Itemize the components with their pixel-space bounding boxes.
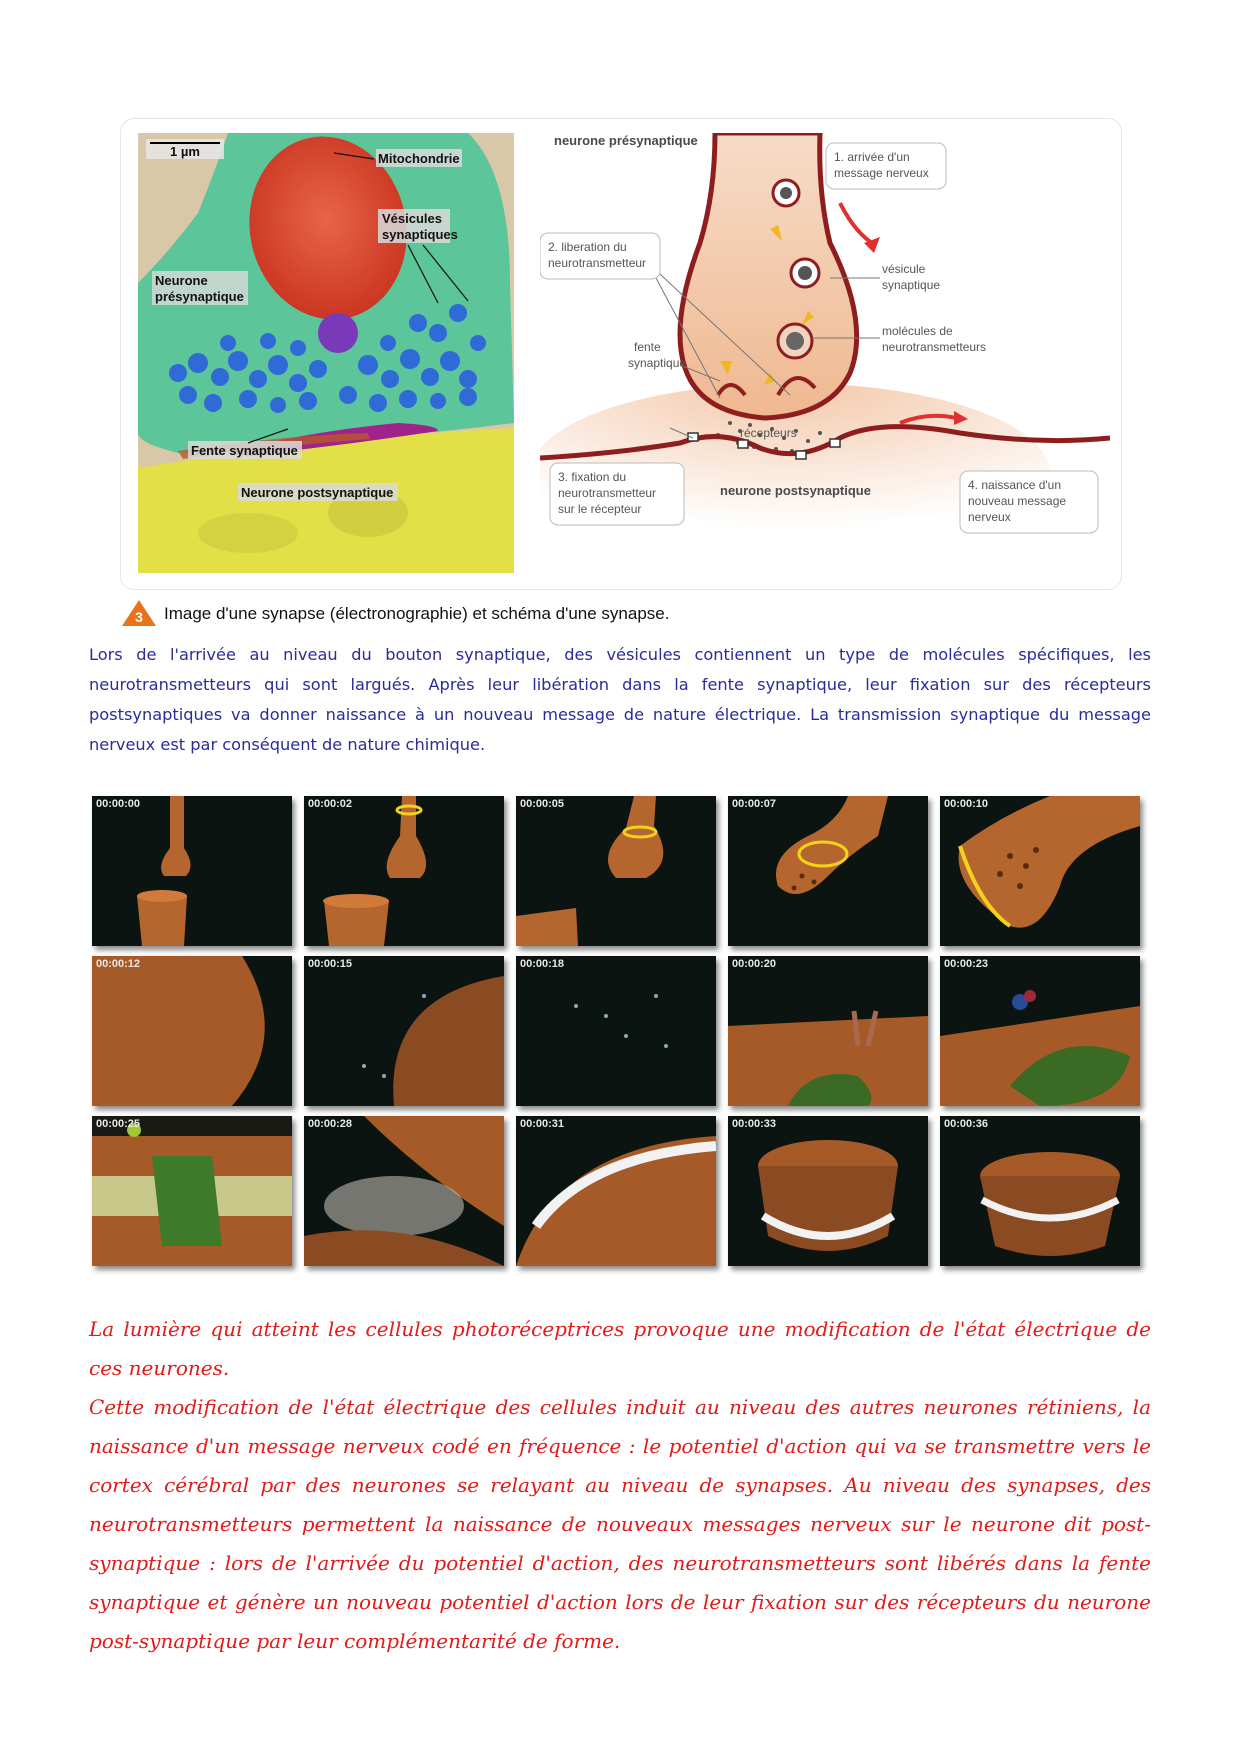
video-frame [516,956,716,1106]
timecode: 00:00:28 [308,1118,353,1130]
video-frame [304,956,504,1106]
video-frame [728,796,928,946]
timecode: 00:00:20 [732,958,777,970]
schema-step4-2: nouveau message [968,494,1067,508]
handwritten-paragraph-2: Cette modification de l'état électrique des cellules induit au niveau des autres neurones rétiniens, la naissance d'un message nerveux codé en fréquence : le potentiel d'action qui va se transmettre vers le cortex cérébral par des neurones se relayant au niveau de synapses. Au niveau des synapses, des neurotransmetteurs permettent la naissance de nouveaux messages nerveux sur le neurone dit post-synaptique : lors de l'arrivée du potentiel d'action, des neurotransmetteurs sont libérés dans la fente synaptique et génère un nouveau potentiel d'action lors de leur fixation sur des récepteurs du neurone post-synaptique par leur complémentarité de forme. [89,1395,1151,1653]
schema-step2-2: neurotransmetteur [548,256,647,270]
video-frame [304,1116,504,1266]
video-frame [92,956,292,1106]
video-frame [940,956,1140,1106]
schema-step1-1: 1. arrivée d'un [834,150,910,164]
synapse-schema [540,133,1110,573]
label-presynaptique-2: présynaptique [155,289,244,304]
video-frame [728,1116,928,1266]
synapse-micrograph [138,133,514,573]
schema-step3-3: sur le récepteur [558,502,642,516]
timecode: 00:00:15 [308,958,353,970]
schema-step1-2: message nerveux [834,166,929,180]
schema-step4-1: 4. naissance d'un [968,478,1062,492]
badge-number: 3 [135,609,143,625]
timecode: 00:00:10 [944,798,989,810]
video-frame [940,796,1140,946]
label-mitochondrie: Mitochondrie [378,151,460,166]
video-frame [516,796,716,946]
caption-text: Image d'une synapse (électronographie) et schéma d'une synapse. [164,604,670,623]
video-frame [304,796,504,946]
figure-caption [120,598,1120,628]
schema-vesicule-2: synaptique [882,278,941,292]
scale-bar-label: 1 µm [170,144,200,159]
schema-molecules-1: molécules de [882,324,953,338]
video-frame [516,1116,716,1266]
timecode: 00:00:18 [520,958,565,970]
schema-fente-1: fente [634,340,661,354]
schema-step3-1: 3. fixation du [558,470,627,484]
label-vesicules-2: synaptiques [382,227,458,242]
video-frame [92,796,292,946]
schema-step2-1: 2. liberation du [548,240,627,254]
video-frame [728,956,928,1106]
schema-step4-3: nerveux [968,510,1011,524]
timecode: 00:00:36 [944,1118,989,1130]
timecode: 00:00:00 [96,798,141,810]
schema-bottom-title: neurone postsynaptique [720,483,871,498]
timecode: 00:00:31 [520,1118,565,1130]
explanation-paragraph: Lors de l'arrivée au niveau du bouton synaptique, des vésicules contiennent un type de molécules spécifiques, les neurotransmetteurs qui sont largués. Après leur libération dans la fente synaptique, leur fixation sur des récepteurs postsynaptiques va donner naissance à un nouveau message de nature électrique. La transmission synaptique du message nerveux est par conséquent de nature chimique. [89,645,1151,754]
label-vesicules-1: Vésicules [382,211,442,226]
schema-vesicule-1: vésicule [882,262,926,276]
label-presynaptique-1: Neurone [155,273,208,288]
timecode: 00:00:05 [520,798,565,810]
video-frame [940,1116,1140,1266]
schema-fente-2: synaptique [628,356,687,370]
video-frames-grid [92,796,1150,1276]
label-postsynaptique: Neurone postsynaptique [241,485,394,500]
label-fente: Fente synaptique [191,443,298,458]
timecode: 00:00:12 [96,958,141,970]
schema-step3-2: neurotransmetteur [558,486,657,500]
schema-molecules-2: neurotransmetteurs [882,340,987,354]
figure-number-badge [120,598,158,628]
video-frame [92,1116,292,1266]
handwritten-answer [89,1310,1151,1661]
timecode: 00:00:02 [308,798,353,810]
timecode: 00:00:33 [732,1118,777,1130]
handwritten-paragraph-1: La lumière qui atteint les cellules photoréceptrices provoque une modification de l'état électrique de ces neurones. [89,1317,1151,1380]
timecode: 00:00:25 [96,1118,141,1130]
timecode: 00:00:23 [944,958,989,970]
schema-top-title: neurone présynaptique [554,133,698,148]
schema-recepteurs: récepteurs [740,426,797,440]
timecode: 00:00:07 [732,798,777,810]
